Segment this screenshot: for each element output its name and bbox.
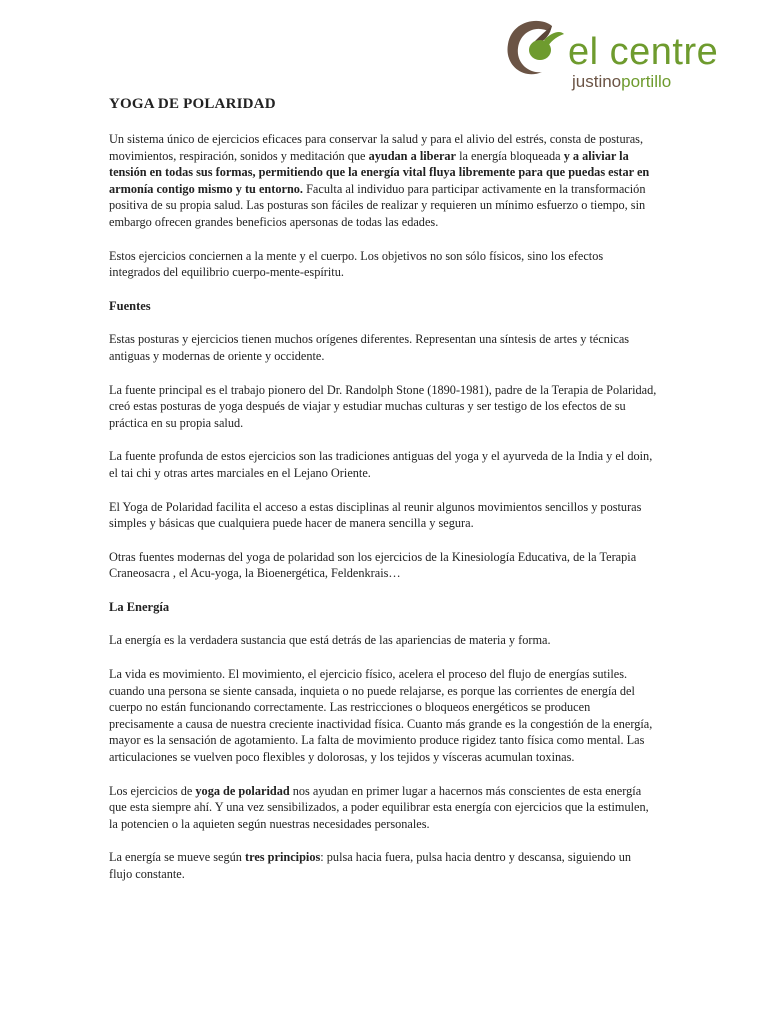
bold-run: yoga de polaridad (195, 783, 290, 798)
bold-run: ayudan a liberar (368, 148, 457, 163)
paragraph-modern-sources: Otras fuentes modernas del yoga de polaridad son los ejercicios de la Kinesiología Educativa, de la Terapia Craneosacra , el Acu-yoga, la Bioenergética, Feldenkrais… (109, 549, 637, 581)
logo-name: el centre (568, 31, 719, 73)
heading-energia: La Energía (109, 599, 170, 614)
text-run: : pulsa hacia fuera, pulsa hacia dentro y descansa, siguiendo un flujo constante. (109, 850, 632, 881)
paragraph-traditions: La fuente profunda de estos ejercicios son las tradiciones antiguas del yoga y el ayurveda de la India y el doin, el tai chi y otras artes marciales en el Lejano Oriente. (109, 449, 653, 480)
document-body (109, 94, 657, 900)
bold-run: y a aliviar la tensión en todas sus formas, permitiendo que la energía vital fluya libremente para que puedas estar en armonía contigo mismo y tu entorno. (109, 148, 650, 196)
document-title: YOGA DE POLARIDAD (109, 96, 276, 112)
paragraph-principles (109, 849, 657, 882)
text-run: Un sistema único de ejercicios eficaces para conservar la salud y para el alivio del estrés, consta de posturas, movimientos, respiración, sonidos y meditación que (109, 132, 644, 163)
paragraph-movement: La vida es movimiento. El movimiento, el ejercicio físico, acelera el proceso del flujo de energías sutiles. cuando una persona se siente cansada, inquieta o no puede relajarse, es porque las corrientes de energía del cuerpo no están funcionando correctamente. Las restricciones o bloqueos energéticos se producen precisamente a causa de nuestra creciente inactividad física. Cuanto más grande es la congestión de la energía, mayor es la sensación de agotamiento. La falta de movimiento produce rigidez tanto física como mental. Las articulaciones se vuelven poco flexibles y dolorosas, y los tejidos y vísceras acumulan toxinas. (109, 667, 653, 765)
paragraph-origins: Estas posturas y ejercicios tienen muchos orígenes diferentes. Representan una síntesis de artes y técnicas antiguas y modernas de oriente y occidente. (109, 332, 630, 363)
logo (500, 14, 760, 94)
paragraph-access: El Yoga de Polaridad facilita el acceso a estas disciplinas al reunir algunos movimientos sencillos y posturas simples y básicas que cualquiera puede hacer de manera sencilla y segura. (109, 499, 642, 531)
text-run: la energía bloqueada (456, 148, 564, 163)
text-run: nos ayudan en primer lugar a hacernos más conscientes de esta energía que esta siempre ahí. Y una vez sensibilizados, a poder equilibrar esta energía con ejercicios que la estimulen, la potencien o la aquieten según nuestras necesidades personales. (109, 783, 649, 831)
text-run: Faculta al individuo para participar activamente en la transformación positiva de su propia salud. Las posturas son fáciles de realizar y requieren un mínimo esfuerzo o tiempo, sin embargo ofrecen grandes beneficios apersonas de todas las edades. (109, 181, 646, 229)
paragraph-energy: La energía es la verdadera sustancia que está detrás de las apariencias de materia y forma. (109, 633, 551, 648)
heading-fuentes: Fuentes (109, 298, 151, 313)
paragraph-mind-body: Estos ejercicios conciernen a la mente y el cuerpo. Los objetivos no son sólo físicos, sino los efectos integrados del equilibrio cuerpo-mente-espíritu. (109, 248, 604, 280)
text-run: La energía se mueve según (109, 850, 246, 865)
logo-subtitle-justino: justino (572, 72, 622, 91)
logo-subtitle (572, 72, 671, 92)
paragraph-stone: La fuente principal es el trabajo pionero del Dr. Randolph Stone (1890-1981), padre de la Terapia de Polaridad, creó estas posturas de yoga después de viajar y estudiar muchas culturas y ser testigo de los efectos de su práctica en su propia salud. (109, 382, 657, 430)
paragraph-exercises (109, 783, 657, 833)
bold-run: tres principios (245, 850, 321, 865)
paragraph-intro (109, 131, 657, 231)
brush-swirl-logo-icon (500, 14, 570, 84)
logo-subtitle-portillo: portillo (621, 72, 672, 91)
text-run: Los ejercicios de (109, 783, 196, 798)
